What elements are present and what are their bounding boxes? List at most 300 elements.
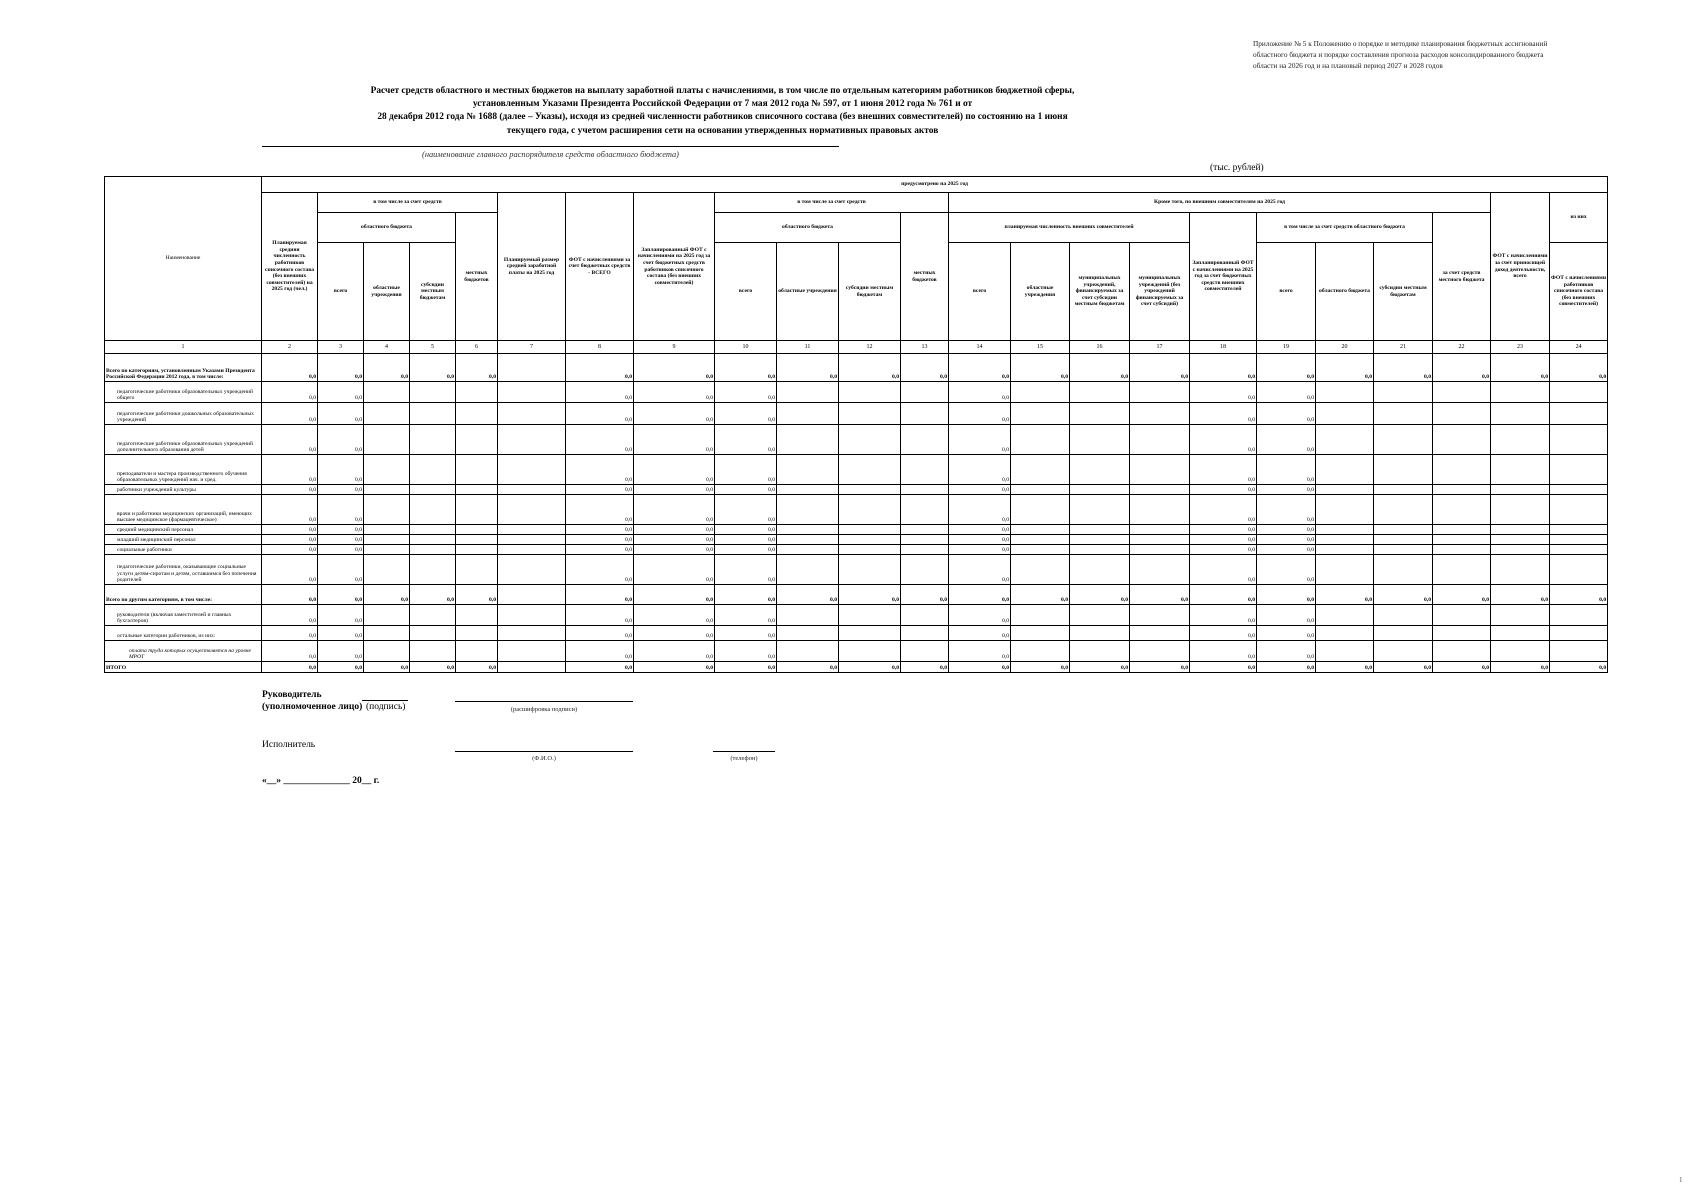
value-cell: 0,0 <box>1190 555 1257 585</box>
value-cell: 0,0 <box>949 585 1011 605</box>
title-line: текущего года, с учетом расширения сети на основании утвержденных нормативных правовых актов <box>506 125 939 136</box>
value-cell <box>1491 626 1550 641</box>
value-cell: 0,0 <box>949 626 1011 641</box>
col-header-subsidies: субсидии местным бюджетам <box>410 243 456 341</box>
value-cell <box>1316 605 1374 626</box>
value-cell: 0,0 <box>634 455 715 485</box>
signature-caption: (подпись) <box>366 702 406 712</box>
value-cell: 0,0 <box>1190 382 1257 403</box>
col-header-regional-budget-3: областного бюджета <box>1316 243 1374 341</box>
value-cell: 0,0 <box>318 641 364 662</box>
column-number-row <box>105 341 1608 354</box>
value-cell: 0,0 <box>634 545 715 555</box>
fio-caption: (Ф.И.О.) <box>532 755 556 762</box>
value-cell <box>498 626 566 641</box>
value-cell: 0,0 <box>715 605 777 626</box>
col-header-regional-budget-2: областного бюджета <box>715 213 901 243</box>
title-line: установленным Указами Президента Российской Федерации от 7 мая 2012 года № 597, от 1 июня 2012 года № 761 и от <box>472 99 973 110</box>
column-number: 2 <box>262 341 318 354</box>
value-cell <box>1130 545 1190 555</box>
value-cell <box>1550 535 1608 545</box>
value-cell <box>1374 545 1433 555</box>
value-cell <box>456 382 498 403</box>
row-name: руководители (включая заместителей и главных бухгалтеров) <box>105 605 262 626</box>
value-cell: 0,0 <box>410 585 456 605</box>
col-header-regional-inst-3: областные учреждения <box>1011 243 1070 341</box>
value-cell <box>1374 525 1433 535</box>
value-cell <box>1374 626 1433 641</box>
value-cell: 0,0 <box>364 662 410 673</box>
row-name: средний медицинский персонал <box>105 525 262 535</box>
value-cell: 0,0 <box>777 662 839 673</box>
value-cell: 0,0 <box>1190 495 1257 525</box>
value-cell <box>1491 545 1550 555</box>
value-cell <box>456 555 498 585</box>
value-cell: 0,0 <box>1190 403 1257 425</box>
value-cell <box>1316 495 1374 525</box>
value-cell <box>777 485 839 495</box>
column-number: 20 <box>1316 341 1374 354</box>
value-cell <box>410 495 456 525</box>
value-cell: 0,0 <box>901 585 949 605</box>
value-cell: 0,0 <box>949 485 1011 495</box>
value-cell <box>777 425 839 455</box>
value-cell: 0,0 <box>318 403 364 425</box>
value-cell: 0,0 <box>715 382 777 403</box>
value-cell <box>777 535 839 545</box>
value-cell: 0,0 <box>1491 662 1550 673</box>
column-number: 1 <box>105 341 262 354</box>
authorized-label: (уполномоченное лицо) <box>262 702 363 712</box>
value-cell <box>498 425 566 455</box>
value-cell: 0,0 <box>1190 535 1257 545</box>
value-cell <box>498 403 566 425</box>
value-cell: 0,0 <box>318 495 364 525</box>
value-cell <box>901 535 949 545</box>
executor-label: Исполнитель <box>262 740 316 750</box>
row-name: оплата труда которых осуществляется на уровне МРОТ <box>105 641 262 662</box>
value-cell: 0,0 <box>715 455 777 485</box>
value-cell <box>901 641 949 662</box>
value-cell: 0,0 <box>1257 535 1316 545</box>
value-cell <box>1374 485 1433 495</box>
value-cell <box>1316 403 1374 425</box>
table-row <box>105 354 1608 382</box>
value-cell <box>1130 605 1190 626</box>
value-cell: 0,0 <box>1130 354 1190 382</box>
col-header-fot-ext: Запланированный ФОТ с начислениями на 2025 год за счет бюджетных средств внешних совместителей <box>1190 213 1257 341</box>
value-cell: 0,0 <box>949 455 1011 485</box>
value-cell <box>1433 605 1491 626</box>
value-cell: 0,0 <box>715 485 777 495</box>
column-number: 12 <box>839 341 901 354</box>
value-cell: 0,0 <box>1491 354 1550 382</box>
value-cell <box>1491 525 1550 535</box>
value-cell <box>1374 403 1433 425</box>
value-cell <box>1130 535 1190 545</box>
value-cell: 0,0 <box>715 641 777 662</box>
value-cell: 0,0 <box>949 545 1011 555</box>
value-cell <box>1130 403 1190 425</box>
value-cell: 0,0 <box>566 585 634 605</box>
value-cell: 0,0 <box>1374 585 1433 605</box>
value-cell <box>456 403 498 425</box>
value-cell <box>1550 555 1608 585</box>
value-cell: 0,0 <box>1491 585 1550 605</box>
value-cell <box>1316 545 1374 555</box>
col-header-headcount: Планируемая средняя численность работников списочного состава (без внешних совместителей) на 2025 год (чел.) <box>262 193 318 341</box>
value-cell: 0,0 <box>949 535 1011 545</box>
value-cell: 0,0 <box>1190 626 1257 641</box>
value-cell: 0,0 <box>318 525 364 535</box>
col-header-regional-budget: областного бюджета <box>318 213 456 243</box>
value-cell: 0,0 <box>1257 662 1316 673</box>
value-cell: 0,0 <box>262 495 318 525</box>
value-cell: 0,0 <box>634 641 715 662</box>
value-cell <box>839 382 901 403</box>
value-cell <box>1550 455 1608 485</box>
value-cell <box>1374 455 1433 485</box>
value-cell <box>1433 382 1491 403</box>
distributor-field-line <box>262 146 839 147</box>
signature-line <box>362 700 408 701</box>
col-header-incl-funds: в том числе за счет средств <box>318 193 498 213</box>
value-cell <box>1011 641 1070 662</box>
value-cell <box>498 354 566 382</box>
value-cell: 0,0 <box>1190 641 1257 662</box>
value-cell: 0,0 <box>1190 545 1257 555</box>
value-cell: 0,0 <box>634 495 715 525</box>
value-cell: 0,0 <box>1257 545 1316 555</box>
value-cell <box>456 425 498 455</box>
value-cell <box>1491 641 1550 662</box>
value-cell: 0,0 <box>949 495 1011 525</box>
value-cell <box>1070 495 1130 525</box>
value-cell <box>839 555 901 585</box>
value-cell: 0,0 <box>262 403 318 425</box>
value-cell <box>364 545 410 555</box>
value-cell <box>1070 485 1130 495</box>
value-cell <box>1550 605 1608 626</box>
value-cell: 0,0 <box>566 485 634 495</box>
value-cell <box>901 545 949 555</box>
value-cell <box>1550 641 1608 662</box>
value-cell: 0,0 <box>634 555 715 585</box>
row-name: педагогические работники, оказывающие социальные услуги детям-сиротам и детям, оставшимся без попечения родителей <box>105 555 262 585</box>
value-cell <box>1433 626 1491 641</box>
row-name: врачи и работники медицинских организаций, имеющих высшее медицинское (фармацевтическое) <box>105 495 262 525</box>
value-cell: 0,0 <box>566 641 634 662</box>
column-number: 7 <box>498 341 566 354</box>
value-cell <box>1316 382 1374 403</box>
value-cell <box>1316 555 1374 585</box>
value-cell: 0,0 <box>634 585 715 605</box>
value-cell: 0,0 <box>634 626 715 641</box>
value-cell <box>1491 605 1550 626</box>
value-cell: 0,0 <box>715 354 777 382</box>
value-cell: 0,0 <box>839 354 901 382</box>
value-cell <box>1316 525 1374 535</box>
value-cell: 0,0 <box>318 555 364 585</box>
value-cell: 0,0 <box>1130 585 1190 605</box>
value-cell: 0,0 <box>262 354 318 382</box>
column-number: 22 <box>1433 341 1491 354</box>
phone-caption: (телефон) <box>730 755 758 762</box>
value-cell: 0,0 <box>262 662 318 673</box>
value-cell: 0,0 <box>566 354 634 382</box>
row-name: социальные работники <box>105 545 262 555</box>
value-cell <box>777 605 839 626</box>
value-cell <box>456 495 498 525</box>
value-cell: 0,0 <box>566 455 634 485</box>
value-cell <box>839 525 901 535</box>
value-cell <box>456 545 498 555</box>
value-cell <box>1433 495 1491 525</box>
value-cell <box>456 605 498 626</box>
value-cell <box>1011 403 1070 425</box>
value-cell <box>498 495 566 525</box>
value-cell: 0,0 <box>318 585 364 605</box>
value-cell <box>839 626 901 641</box>
value-cell: 0,0 <box>318 605 364 626</box>
value-cell: 0,0 <box>318 485 364 495</box>
value-cell: 0,0 <box>715 403 777 425</box>
value-cell: 0,0 <box>949 555 1011 585</box>
value-cell: 0,0 <box>634 525 715 535</box>
value-cell: 0,0 <box>634 382 715 403</box>
row-name: преподаватели и мастера производственного обучения образовательных учреждений нач. и сред. <box>105 455 262 485</box>
value-cell <box>901 525 949 535</box>
value-cell <box>364 455 410 485</box>
value-cell: 0,0 <box>1190 605 1257 626</box>
value-cell <box>1316 425 1374 455</box>
value-cell <box>498 382 566 403</box>
value-cell <box>1374 495 1433 525</box>
value-cell: 0,0 <box>318 382 364 403</box>
column-number: 14 <box>949 341 1011 354</box>
value-cell <box>364 485 410 495</box>
value-cell: 0,0 <box>634 403 715 425</box>
value-cell <box>1491 425 1550 455</box>
value-cell <box>1433 555 1491 585</box>
table-row <box>105 403 1608 425</box>
column-number: 10 <box>715 341 777 354</box>
value-cell: 0,0 <box>318 626 364 641</box>
value-cell <box>410 525 456 535</box>
value-cell: 0,0 <box>566 605 634 626</box>
page-number: 1 <box>1679 1176 1683 1184</box>
value-cell: 0,0 <box>1190 485 1257 495</box>
value-cell <box>1070 455 1130 485</box>
value-cell: 0,0 <box>262 425 318 455</box>
value-cell <box>410 555 456 585</box>
value-cell <box>1070 545 1130 555</box>
col-header-total: всего <box>318 243 364 341</box>
value-cell <box>410 485 456 495</box>
value-cell <box>1374 641 1433 662</box>
value-cell <box>498 662 566 673</box>
value-cell <box>456 641 498 662</box>
value-cell: 0,0 <box>1550 585 1608 605</box>
value-cell: 0,0 <box>1433 662 1491 673</box>
value-cell: 0,0 <box>566 525 634 535</box>
value-cell: 0,0 <box>715 662 777 673</box>
value-cell <box>1433 485 1491 495</box>
col-header-avg-salary: Планируемый размер средней заработной платы на 2025 год <box>498 193 566 341</box>
value-cell <box>839 403 901 425</box>
value-cell: 0,0 <box>777 354 839 382</box>
table-row <box>105 605 1608 626</box>
row-name: Всего по другим категориям, в том числе: <box>105 585 262 605</box>
value-cell: 0,0 <box>839 662 901 673</box>
value-cell <box>1491 535 1550 545</box>
value-cell: 0,0 <box>1550 354 1608 382</box>
appendix-note <box>1253 38 1613 71</box>
value-cell: 0,0 <box>456 662 498 673</box>
table-row <box>105 485 1608 495</box>
value-cell <box>1433 425 1491 455</box>
value-cell: 0,0 <box>1190 662 1257 673</box>
value-cell <box>364 403 410 425</box>
value-cell: 0,0 <box>410 662 456 673</box>
value-cell <box>1130 525 1190 535</box>
value-cell <box>1011 382 1070 403</box>
value-cell: 0,0 <box>1190 354 1257 382</box>
value-cell: 0,0 <box>456 354 498 382</box>
value-cell <box>1433 525 1491 535</box>
value-cell <box>1011 626 1070 641</box>
value-cell <box>777 382 839 403</box>
row-name: остальные категории работников, из них: <box>105 626 262 641</box>
row-name: ИТОГО <box>105 662 262 673</box>
value-cell <box>498 555 566 585</box>
value-cell <box>456 535 498 545</box>
col-header-local-budgets-2: местных бюджетов <box>901 213 949 341</box>
value-cell <box>364 535 410 545</box>
value-cell <box>456 626 498 641</box>
table-body <box>105 354 1608 673</box>
value-cell <box>901 626 949 641</box>
value-cell <box>777 403 839 425</box>
value-cell <box>1550 485 1608 495</box>
value-cell: 0,0 <box>318 535 364 545</box>
column-number: 13 <box>901 341 949 354</box>
value-cell <box>1130 641 1190 662</box>
value-cell: 0,0 <box>715 425 777 455</box>
value-cell: 0,0 <box>1257 555 1316 585</box>
value-cell: 0,0 <box>949 605 1011 626</box>
value-cell <box>1070 525 1130 535</box>
value-cell <box>498 525 566 535</box>
column-number: 3 <box>318 341 364 354</box>
value-cell: 0,0 <box>1011 354 1070 382</box>
value-cell: 0,0 <box>949 662 1011 673</box>
value-cell: 0,0 <box>1316 585 1374 605</box>
value-cell: 0,0 <box>364 354 410 382</box>
value-cell <box>1550 545 1608 555</box>
value-cell: 0,0 <box>949 525 1011 535</box>
table-row <box>105 545 1608 555</box>
value-cell: 0,0 <box>566 535 634 545</box>
value-cell <box>456 525 498 535</box>
value-cell <box>1070 605 1130 626</box>
value-cell: 0,0 <box>1257 605 1316 626</box>
row-name: работники учреждений культуры <box>105 485 262 495</box>
value-cell: 0,0 <box>1190 525 1257 535</box>
value-cell: 0,0 <box>1257 641 1316 662</box>
value-cell: 0,0 <box>1257 403 1316 425</box>
table-row <box>105 555 1608 585</box>
col-header-incl-funds-2: в том числе за счет средств <box>715 193 949 213</box>
value-cell: 0,0 <box>318 662 364 673</box>
column-number: 16 <box>1070 341 1130 354</box>
value-cell <box>364 626 410 641</box>
value-cell: 0,0 <box>715 626 777 641</box>
value-cell <box>498 455 566 485</box>
value-cell: 0,0 <box>566 662 634 673</box>
value-cell <box>410 403 456 425</box>
value-cell <box>1550 403 1608 425</box>
value-cell: 0,0 <box>1257 382 1316 403</box>
col-header-of-them: из них <box>1550 193 1608 243</box>
value-cell: 0,0 <box>1257 626 1316 641</box>
value-cell <box>1130 382 1190 403</box>
col-header-local-budgets: местных бюджетов <box>456 213 498 341</box>
col-header-ext-headcount: планируемая численность внешних совместителей <box>949 213 1190 243</box>
value-cell <box>456 455 498 485</box>
value-cell <box>1491 485 1550 495</box>
col-header-regional-funds: в том числе за счет средств областного бюджета <box>1257 213 1433 243</box>
column-number: 15 <box>1011 341 1070 354</box>
value-cell <box>1130 626 1190 641</box>
row-name: педагогические работники образовательных учреждений общего <box>105 382 262 403</box>
title-line: 28 декабря 2012 года № 1688 (далее – Указы), исходя из средней численности работников списочного состава (без внешних совместителей) по состоянию на 1 июня <box>377 112 1068 123</box>
value-cell <box>1374 425 1433 455</box>
table-row <box>105 425 1608 455</box>
value-cell <box>410 382 456 403</box>
value-cell <box>839 495 901 525</box>
value-cell: 0,0 <box>1316 354 1374 382</box>
value-cell: 0,0 <box>566 626 634 641</box>
value-cell <box>1491 382 1550 403</box>
value-cell: 0,0 <box>777 585 839 605</box>
value-cell <box>1491 403 1550 425</box>
value-cell <box>364 425 410 455</box>
value-cell: 0,0 <box>262 535 318 545</box>
value-cell <box>498 535 566 545</box>
value-cell <box>364 382 410 403</box>
value-cell: 0,0 <box>1070 354 1130 382</box>
table-row <box>105 525 1608 535</box>
value-cell: 0,0 <box>715 495 777 525</box>
value-cell <box>1316 626 1374 641</box>
column-number: 18 <box>1190 341 1257 354</box>
value-cell: 0,0 <box>949 382 1011 403</box>
row-name: Всего по категориям, установленным Указами Президента Российской Федерации 2012 года, в том числе: <box>105 354 262 382</box>
value-cell: 0,0 <box>1190 585 1257 605</box>
value-cell <box>1130 425 1190 455</box>
value-cell <box>1491 495 1550 525</box>
value-cell: 0,0 <box>1257 425 1316 455</box>
value-cell <box>777 641 839 662</box>
value-cell <box>1070 641 1130 662</box>
col-header-municipal-subsidy: муниципальных учреждений, финансируемых за счет субсидии местным бюджетам <box>1070 243 1130 341</box>
value-cell <box>1130 455 1190 485</box>
fio-line <box>455 751 633 752</box>
document-title <box>255 85 1190 138</box>
value-cell <box>1011 605 1070 626</box>
appendix-line: Приложение № 5 к Положению о порядке и методике планирования бюджетных ассигнований <box>1253 39 1548 48</box>
